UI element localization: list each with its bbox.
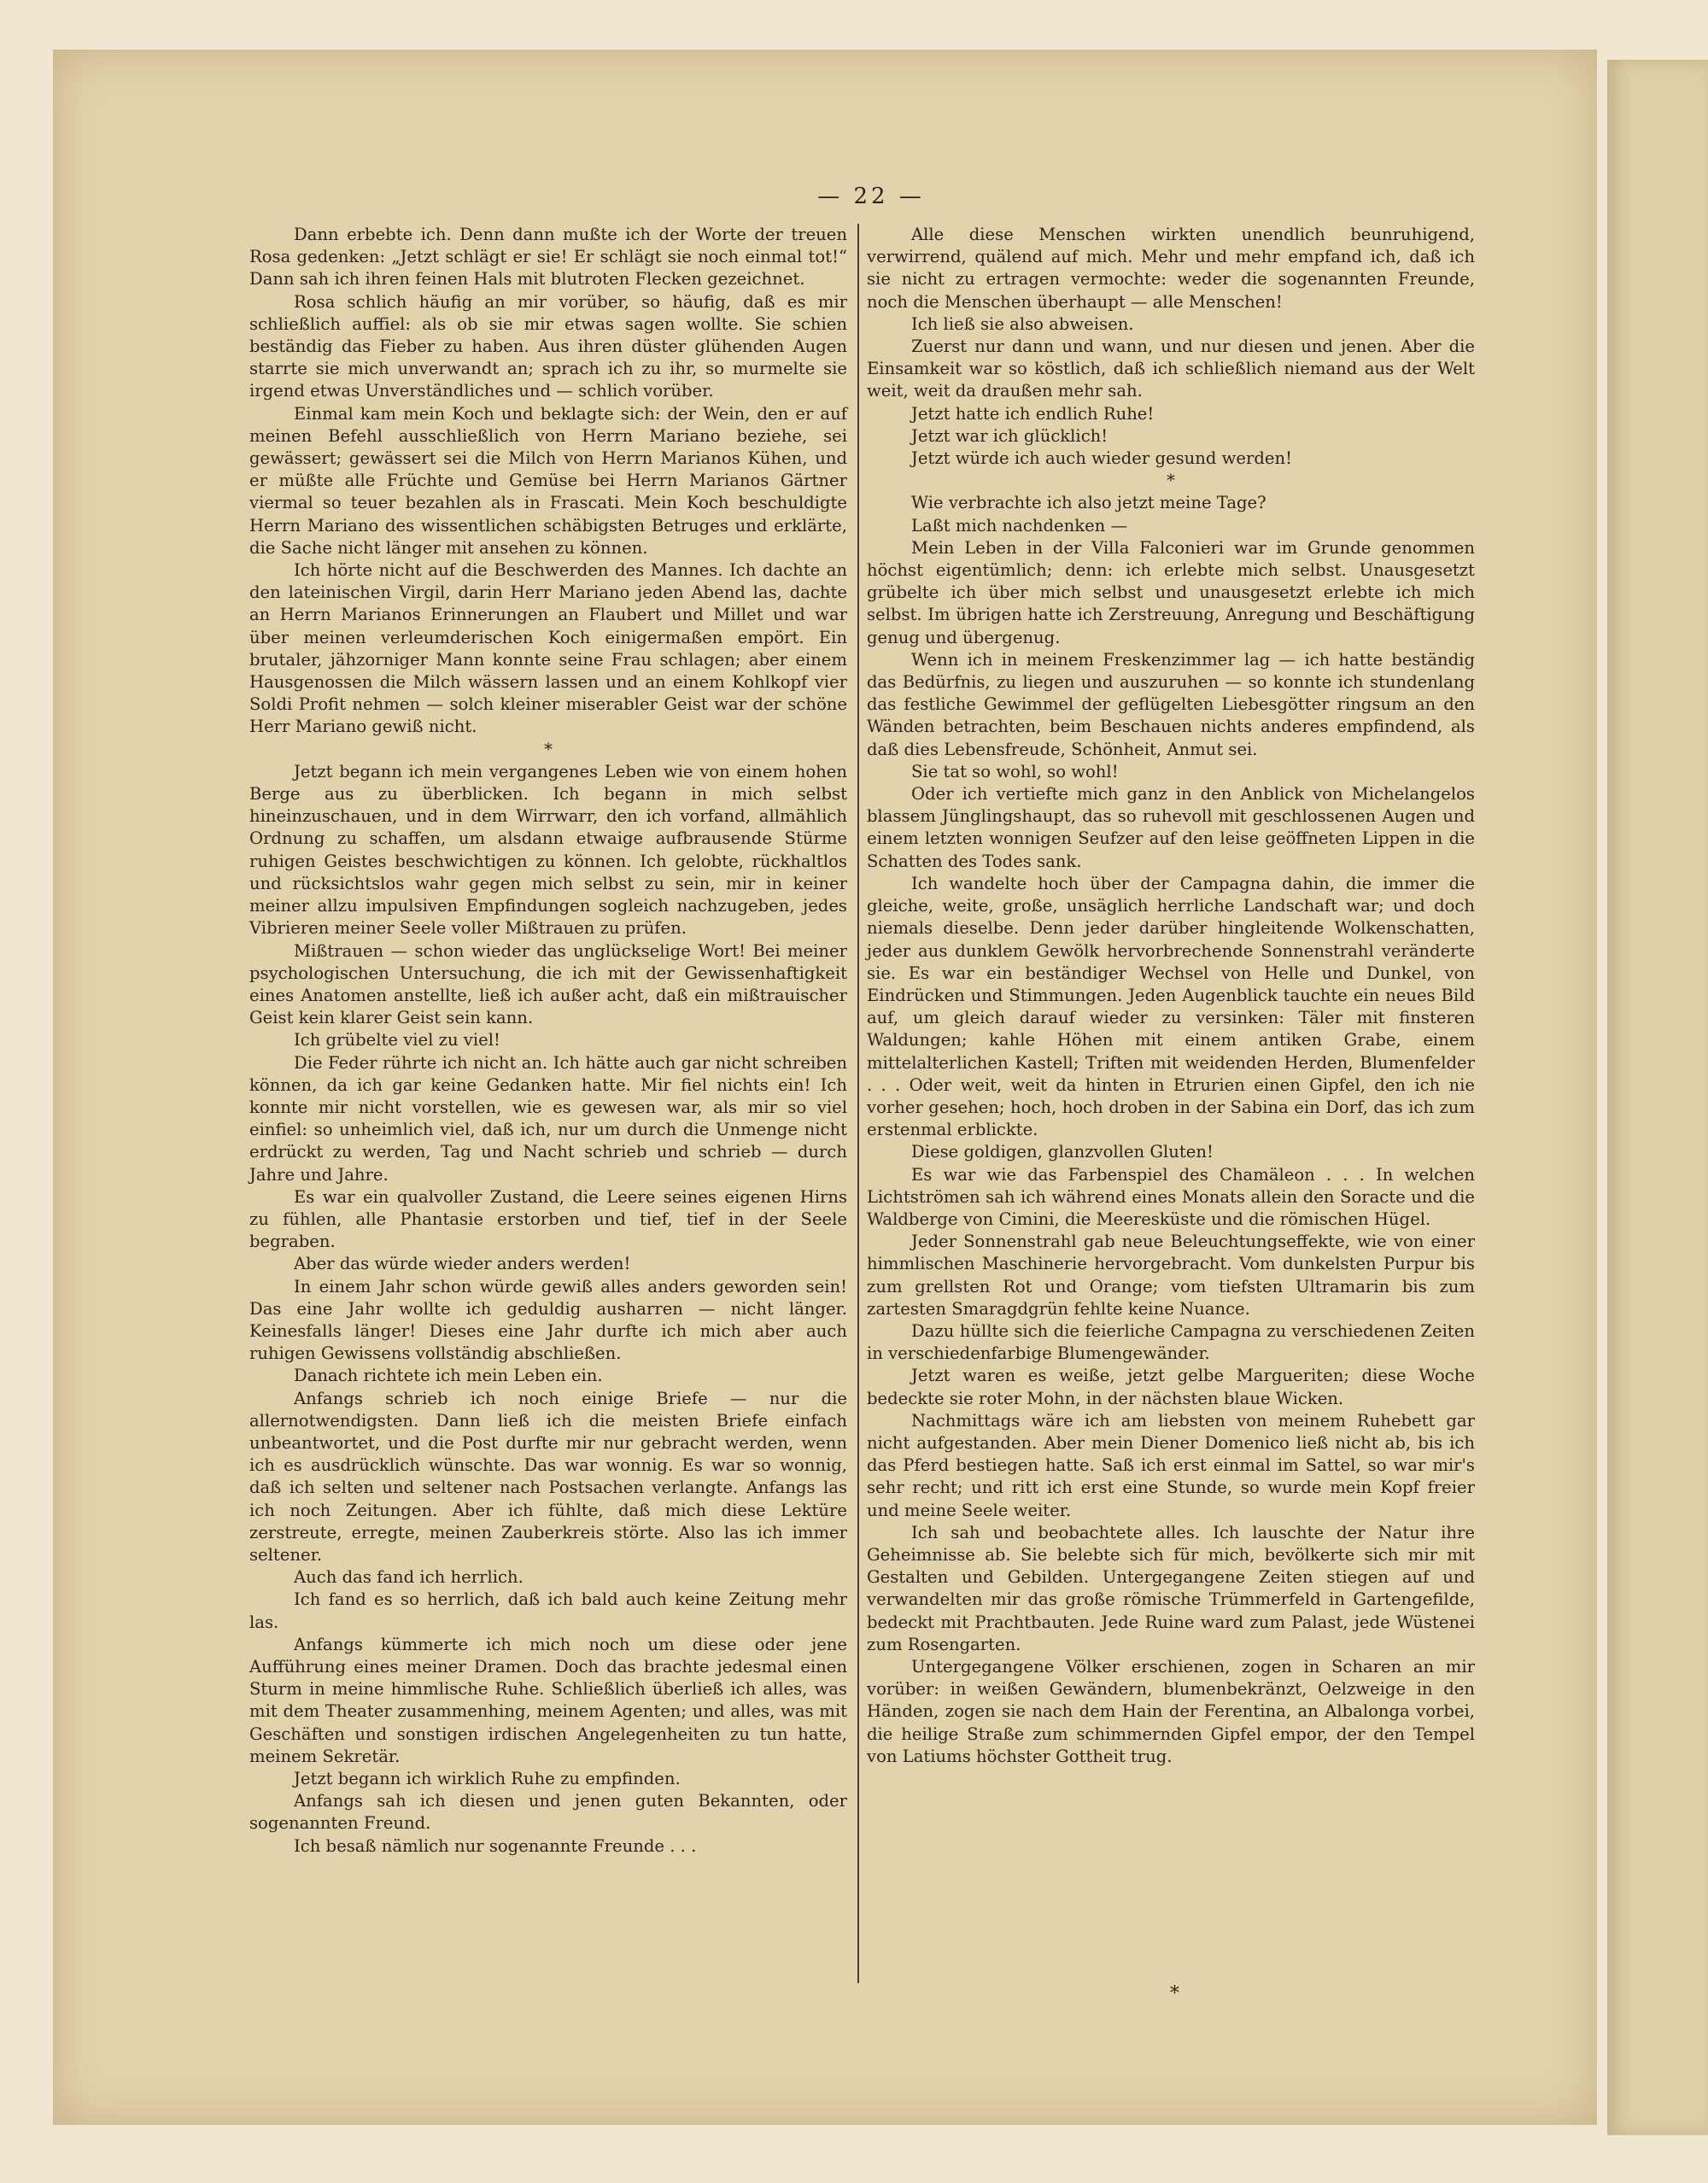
paragraph: Wie verbrachte ich also jetzt meine Tage? bbox=[911, 493, 1266, 513]
paragraph: Es war wie das Farbenspiel des Chamäleon . . . In welchen Lichtströmen sah ich während eines Monats allein den Soracte und die Waldberge von Cimini, die Meeresküste und die römischen Hügel. bbox=[867, 1164, 1475, 1229]
paragraph: Ich besaß nämlich nur sogenannte Freunde . . . bbox=[294, 1835, 697, 1856]
paragraph: Anfangs kümmerte ich mich noch um diese oder jene Aufführung eines meiner Dramen. Doch das brachte jedesmal einen Sturm in meine himmlische Ruhe. Schließlich überließ ich alles, was mit dem Theater zusammenhing, meinem Agenten; und alles, was mit Geschäften und sonstigen irdischen Angelegenheiten zu tun hatte, meinem Sekretär. bbox=[249, 1634, 847, 1766]
paragraph: Anfangs sah ich diesen und jenen guten Bekannten, oder sogenannten Freund. bbox=[249, 1791, 847, 1834]
paragraph: Laßt mich nachdenken — bbox=[911, 515, 1128, 536]
page-number: — 22 — bbox=[817, 184, 925, 209]
paragraph: Aber das würde wieder anders werden! bbox=[294, 1254, 631, 1274]
paragraph: Oder ich vertiefte mich ganz in den Anblick von Michelangelos blassem Jünglingshaupt, das so ruhevoll mit geschlossenen Augen und einem letzten wonnigen Seufzer auf den leise geöffneten Lippen in die Schatten des Todes sank. bbox=[867, 784, 1475, 871]
end-mark: * bbox=[1170, 1983, 1179, 2004]
paragraph: In einem Jahr schon würde gewiß alles anders geworden sein! Das eine Jahr wollte ich geduldig ausharren — nicht länger. Keinesfalls länger! Dieses eine Jahr durfte ich mich aber auch ruhigen Gewissens vollständig abschließen. bbox=[249, 1276, 847, 1364]
paragraph: Rosa schlich häufig an mir vorüber, so häufig, daß es mir schließlich auffiel: als ob sie mir etwas sagen wollte. Sie schien beständig das Fieber zu haben. Aus ihren düster glühenden Augen starrte sie mich unverwandt an; sprach ich zu ihr, so murmelte sie irgend etwas Unverständliches und — schlich vorüber. bbox=[249, 291, 847, 401]
paragraph: Jetzt war ich glücklich! bbox=[911, 425, 1108, 446]
section-separator: * bbox=[1167, 471, 1175, 491]
paragraph: Jeder Sonnenstrahl gab neue Beleuchtungseffekte, wie von einer himmlischen Maschinerie hervorgebracht. Vom dunkelsten Purpur bis zum grellsten Rot und Orange; vom tiefsten Ultramarin bis zum zartesten Smaragdgrün fehlte keine Nuance. bbox=[867, 1232, 1475, 1319]
paragraph: Die Feder rührte ich nicht an. Ich hätte auch gar nicht schreiben können, da ich gar keine Gedanken hatte. Mir fiel nichts ein! Ich konnte mir nicht vorstellen, wie es gewesen war, als mir so viel einfiel: so unheimlich viel, daß ich, nur um durch die Unmenge nicht erdrückt zu werden, Tag und Nacht schrieb und schrieb — durch Jahre und Jahre. bbox=[249, 1052, 847, 1185]
paragraph: Auch das fand ich herrlich. bbox=[294, 1567, 524, 1588]
paragraph: Nachmittags wäre ich am liebsten von meinem Ruhebett gar nicht aufgestanden. Aber mein Diener Domenico ließ nicht ab, bis ich das Pferd bestiegen hatte. Saß ich erst einmal im Sattel, so war mir's sehr recht; und ritt ich erst eine Stunde, so wurde mein Kopf freier und meine Seele weiter. bbox=[867, 1410, 1475, 1520]
paragraph: Dann erbebte ich. Denn dann mußte ich der Worte der treuen Rosa gedenken: „Jetzt schlägt er sie! Er schlägt sie noch einmal tot!“ Dann sah ich ihren feinen Hals mit blutroten Flecken gezeichnet. bbox=[249, 225, 847, 290]
paragraph: Wenn ich in meinem Freskenzimmer lag — ich hatte beständig das Bedürfnis, zu liegen und auszuruhen — so konnte ich stundenlang das festliche Gewimmel der geflügelten Liebesgötter ringsum an den Wänden betrachten, beim Beschauen nichts anderes empfindend, als daß dies Lebensfreude, Schönheit, Anmut sei. bbox=[867, 649, 1475, 759]
paragraph: Es war ein qualvoller Zustand, die Leere seines eigenen Hirns zu fühlen, alle Phantasie erstorben und tief, tief in der Seele begraben. bbox=[249, 1186, 847, 1252]
section-separator: * bbox=[544, 739, 553, 759]
paragraph: Mein Leben in der Villa Falconieri war im Grunde genommen höchst eigentümlich; denn: ich erlebte mich selbst. Unausgesetzt grübelte ich über mich selbst und unausgesetzt erlebte ich mich selbst. Im übrigen hatte ich Zerstreuung, Anregung und Beschäftigung genug und übergenug. bbox=[867, 537, 1475, 647]
paragraph: Jetzt begann ich mein vergangenes Leben wie von einem hohen Berge aus zu überblicken. Ich begann in mich selbst hineinzuschauen, und in dem Wirrwarr, den ich vorfand, allmählich Ordnung zu schaffen, um alsdann etwaige aufbrausende Stürme ruhigen Geistes beschwichtigen zu können. Ich gelobte, rückhaltlos und rücksichtslos wahr gegen mich selbst zu sein, mir in keiner meiner allzu impulsiven Empfindungen sogleich nachzugeben, jedes Vibrieren meiner Seele voller Mißtrauen zu prüfen. bbox=[249, 761, 847, 939]
paragraph: Diese goldigen, glanzvollen Gluten! bbox=[911, 1142, 1214, 1162]
paragraph: Jetzt begann ich wirklich Ruhe zu empfinden. bbox=[294, 1769, 681, 1789]
paragraph: Ich grübelte viel zu viel! bbox=[294, 1030, 500, 1051]
paragraph: Ich fand es so herrlich, daß ich bald auch keine Zeitung mehr las. bbox=[249, 1589, 847, 1632]
adjacent-page-edge bbox=[1607, 60, 1708, 2135]
paragraph: Jetzt hatte ich endlich Ruhe! bbox=[911, 403, 1155, 424]
paragraph: Ich ließ sie also abweisen. bbox=[911, 313, 1134, 334]
paragraph: Untergegangene Völker erschienen, zogen in Scharen an mir vorüber: in weißen Gewändern, blumenbekränzt, Oelzweige in den Händen, zogen sie nach dem Hain der Ferentina, an Albalonga vorbei, die heilige Straße zum schimmernden Gipfel empor, der den Tempel von Latiums höchster Gottheit trug. bbox=[867, 1657, 1475, 1766]
paragraph: Danach richtete ich mein Leben ein. bbox=[294, 1366, 603, 1386]
paragraph: Dazu hüllte sich die feierliche Campagna zu verschiedenen Zeiten in verschiedenfarbige Blumengewänder. bbox=[867, 1320, 1475, 1364]
paragraph: Anfangs schrieb ich noch einige Briefe — nur die allernotwendigsten. Dann ließ ich die meisten Briefe einfach unbeantwortet, und die Post durfte mir nur gebracht werden, wenn ich es ausdrücklich wünschte. Das war wonnig. Es war so wonnig, daß ich selten und seltener nach Postsachen verlangte. Anfangs las ich noch Zeitungen. Aber ich fühlte, daß mich diese Lektüre zerstreute, erregte, meinen Zauberkreis störte. Also las ich immer seltener. bbox=[249, 1388, 847, 1565]
paragraph: Jetzt würde ich auch wieder gesund werden! bbox=[911, 448, 1293, 469]
paragraph: Jetzt waren es weiße, jetzt gelbe Margueriten; diese Woche bedeckte sie roter Mohn, in der nächsten blaue Wicken. bbox=[867, 1366, 1475, 1408]
paragraph: Mißtrauen — schon wieder das unglückselige Wort! Bei meiner psychologischen Untersuchung, die ich mit der Gewissenhaftigkeit eines Anatomen anstellte, ließ ich außer acht, daß ein mißtrauischer Geist kein klarer Geist sein kann. bbox=[249, 940, 847, 1028]
column-divider bbox=[857, 224, 859, 1983]
paragraph: Sie tat so wohl, so wohl! bbox=[911, 761, 1119, 781]
paragraph: Alle diese Menschen wirkten unendlich beunruhigend, verwirrend, quälend auf mich. Mehr und mehr empfand ich, daß ich sie nicht zu ertragen vermochte: weder die sogenannten Freunde, noch die Menschen überhaupt — alle Menschen! bbox=[867, 225, 1475, 312]
paragraph: Zuerst nur dann und wann, und nur diesen und jenen. Aber die Einsamkeit war so köstlich, daß ich schließlich niemand aus der Welt weit, weit da draußen mehr sah. bbox=[867, 337, 1475, 401]
paragraph: Ich hörte nicht auf die Beschwerden des Mannes. Ich dachte an den lateinischen Virgil, darin Herr Mariano jeden Abend las, dachte an Herrn Marianos Erinnerungen an Flaubert und Millet und war über meinen verleumderischen Koch einigermaßen empört. Ein brutaler, jähzorniger Mann konnte seine Frau schlagen; aber einem Hausgenossen die Milch wässern lassen und an einem Kohlkopf vier Soldi Profit nehmen — solch kleiner miserabler Geist war der schöne Herr Mariano gewiß nicht. bbox=[249, 560, 847, 737]
paragraph: Ich wandelte hoch über der Campagna dahin, die immer die gleiche, weite, große, unsäglich herrliche Landschaft war; und doch niemals dieselbe. Denn jeder darüber hingleitende Wolkenschatten, jeder aus dunklem Gewölk hervorbrechende Sonnenstrahl veränderte sie. Es war ein beständiger Wechsel von Helle und Dunkel, von Eindrücken und Stimmungen. Jeden Augenblick tauchte ein neues Bild auf, um gleich darauf wieder zu versinken: Täler mit finsteren Waldungen; kahle Höhen mit einem antiken Grabe, einem mittelalterlichen Kastell; Triften mit weidenden Herden, Blumenfelder . . . Oder weit, weit da hinten in Etrurien einen Gipfel, den ich nie vorher gesehen; hoch, hoch droben in der Sabina ein Dorf, das ich zum erstenmal erblickte. bbox=[867, 873, 1475, 1140]
left-text-column bbox=[249, 224, 847, 1858]
paragraph: Einmal kam mein Koch und beklagte sich: der Wein, den er auf meinen Befehl ausschließlich von Herrn Mariano beziehe, sei gewässert; gewässert sei die Milch von Herrn Marianos Kühen, und er müßte alle Früchte und Gemüse bei Herrn Marianos Gärtner viermal so teuer bezahlen als in Frascati. Mein Koch beschuldigte Herrn Mariano des wissentlichen schäbigsten Betruges und erklärte, die Sache nicht länger mit ansehen zu können. bbox=[249, 403, 847, 558]
paragraph: Ich sah und beobachtete alles. Ich lauschte der Natur ihre Geheimnisse ab. Sie belebte sich für mich, bevölkerte sich mir mit Gestalten und Gebilden. Untergegangene Zeiten stiegen auf und verwandelten mir das große römische Trümmerfeld in Gartengefilde, bedeckt mit Prachtbauten. Jede Ruine ward zum Palast, jede Wüstenei zum Rosengarten. bbox=[867, 1522, 1475, 1654]
right-text-column bbox=[867, 224, 1475, 1768]
